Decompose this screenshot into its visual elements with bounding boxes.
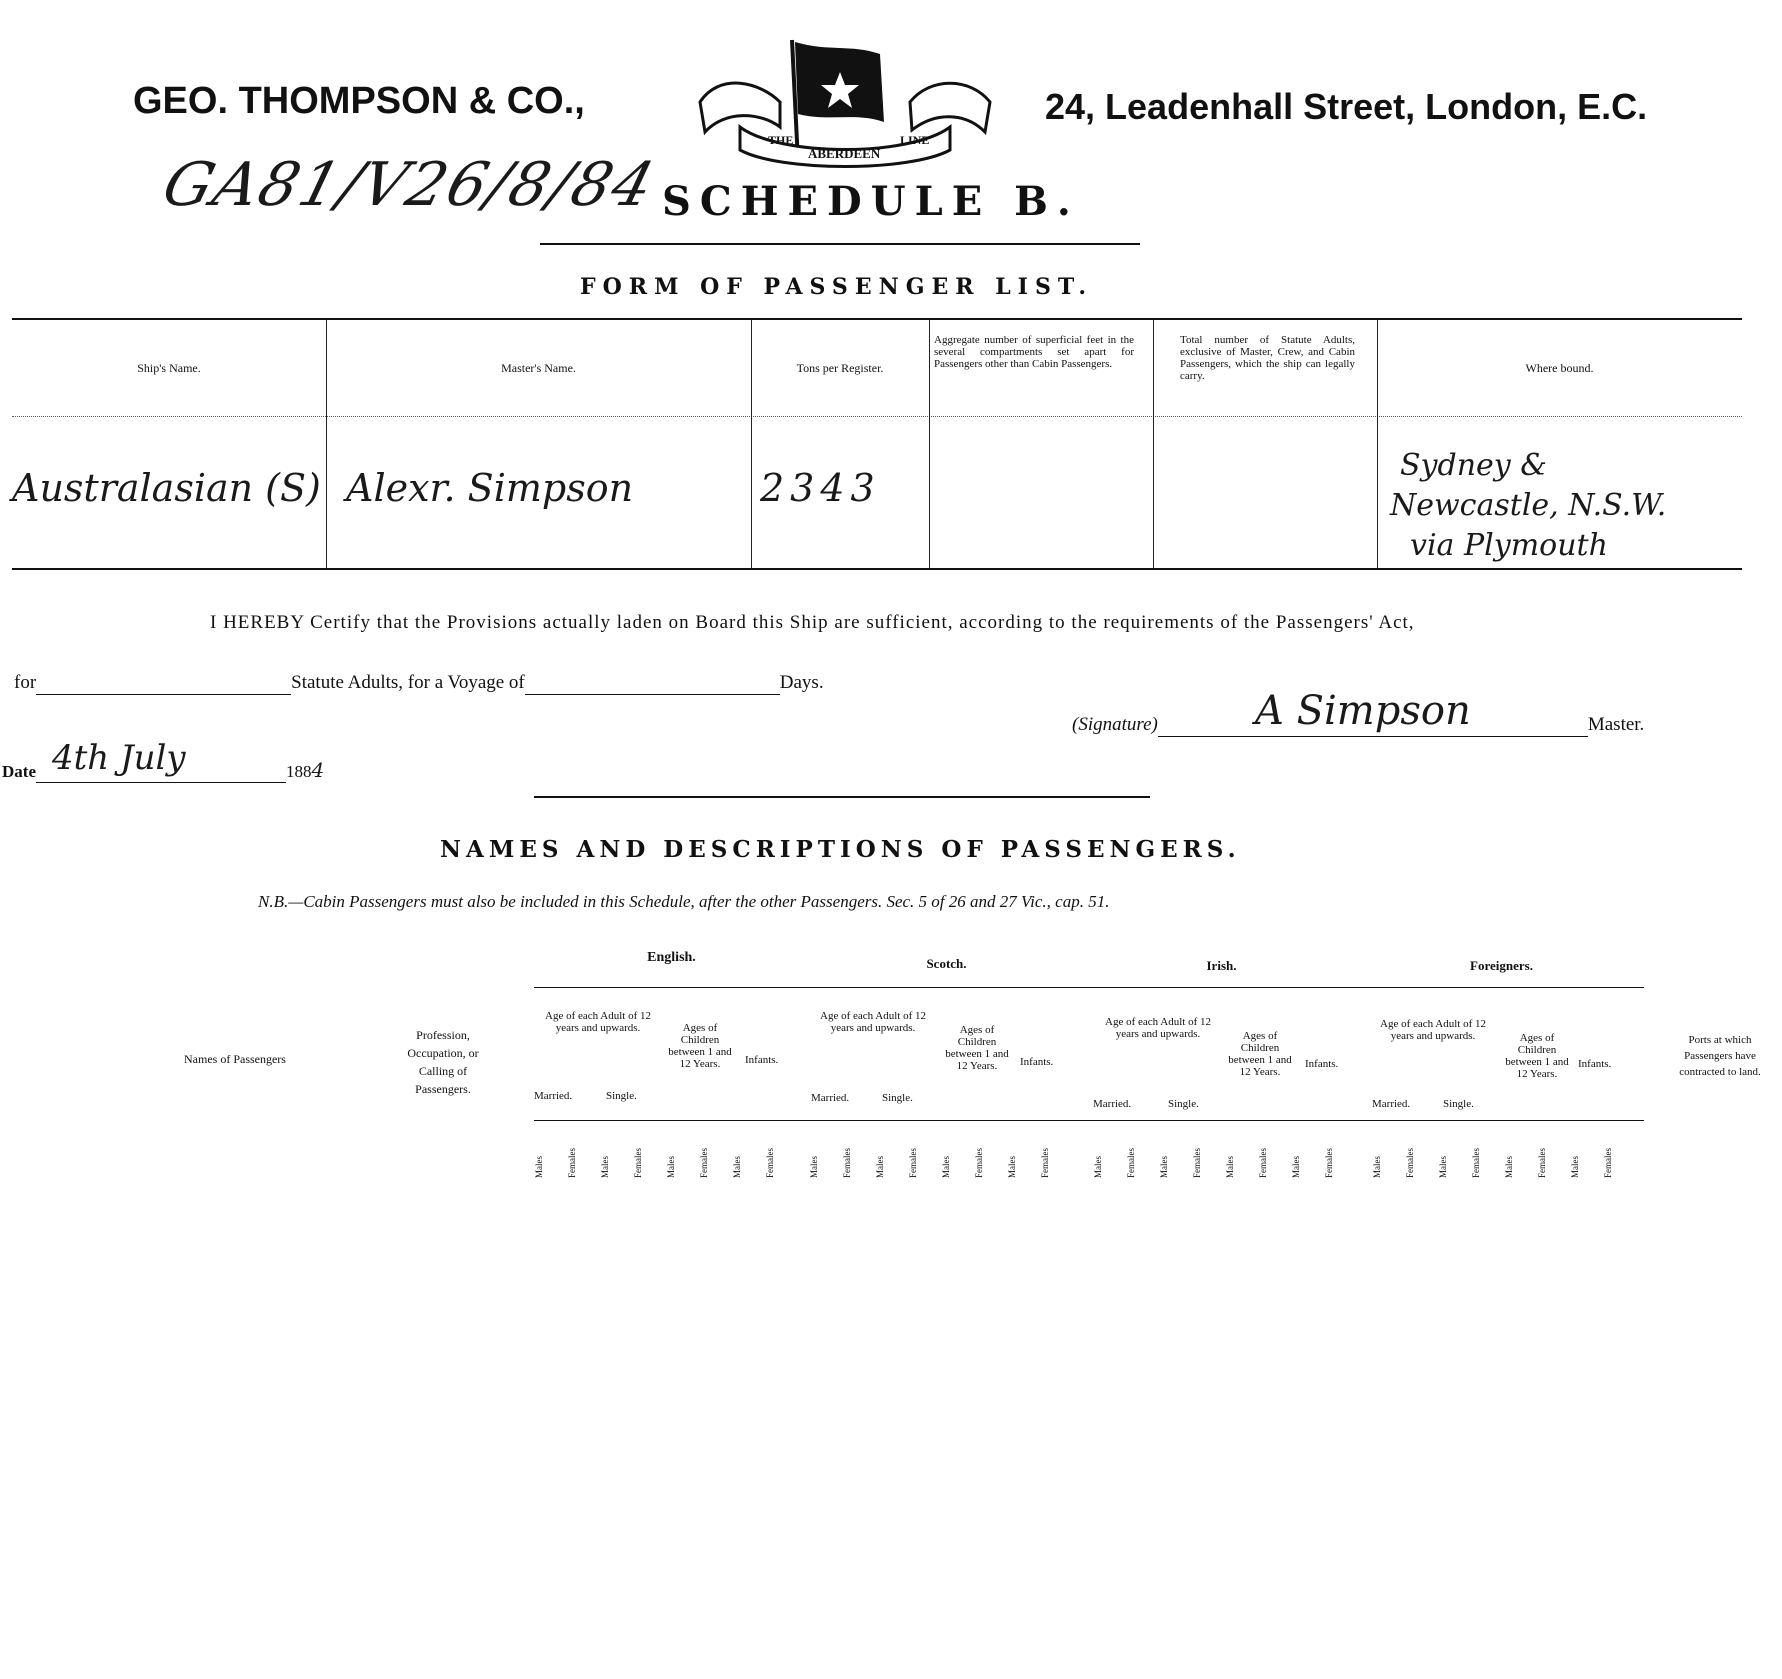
where-bound-line-1: Sydney &: [1400, 448, 1547, 483]
males-column-label: Males: [600, 1156, 610, 1178]
scotch-children-header: Ages of Children between 1 and 12 Years.: [945, 1024, 1009, 1072]
statute-label: Statute Adults, for a Voyage of: [291, 672, 525, 693]
certificate-voyage-line: [14, 672, 824, 695]
foreigners-single: Single.: [1443, 1098, 1474, 1110]
scotch-single: Single.: [882, 1092, 913, 1104]
tons-header: Tons per Register.: [796, 361, 884, 375]
where-bound-line-2: Newcastle, N.S.W.: [1390, 488, 1667, 523]
group-foreigners: Foreigners.: [1470, 958, 1533, 973]
master-label: Master.: [1587, 714, 1645, 735]
foreigners-married: Married.: [1372, 1098, 1411, 1110]
females-column-label: Females: [1324, 1148, 1334, 1178]
names-of-passengers-header: Names of Passengers: [184, 1052, 286, 1066]
males-column-label: Males: [1291, 1156, 1301, 1178]
males-column-label: Males: [1570, 1156, 1580, 1178]
females-column-label: Females: [974, 1148, 984, 1178]
females-column-label: Females: [1537, 1148, 1547, 1178]
days-label: Days.: [779, 672, 824, 693]
handwritten-reference: GA81/V26/8/84: [155, 150, 663, 220]
total-adults-header: Total number of Statute Adults, exclusive of Master, Crew, and Cabin Passengers, which the ship can legally carry.: [1180, 334, 1355, 382]
title-rule: [540, 243, 1140, 245]
ship-name-header: Ship's Name.: [137, 361, 201, 375]
where-bound-header: Where bound.: [1525, 361, 1594, 375]
ports-header: Ports at which Passengers have contracted to land.: [1679, 1034, 1761, 1078]
males-column-label: Males: [1093, 1156, 1103, 1178]
foreigners-infants: Infants.: [1578, 1058, 1612, 1070]
foreigners-children-header: Ages of Children between 1 and 12 Years.: [1505, 1032, 1569, 1080]
males-column-label: Males: [1372, 1156, 1382, 1178]
females-column-label: Females: [1405, 1148, 1415, 1178]
english-married: Married.: [534, 1090, 573, 1102]
ship-name-value: Australasian (S): [12, 466, 321, 510]
svg-text:THE: THE: [768, 133, 794, 147]
svg-text:LINE: LINE: [900, 133, 930, 147]
aberdeen-line-flag-logo: [680, 32, 1010, 172]
irish-married: Married.: [1093, 1098, 1132, 1110]
males-column-label: Males: [1438, 1156, 1448, 1178]
males-column-label: Males: [875, 1156, 885, 1178]
year-prefix: 188: [285, 762, 312, 781]
males-column-label: Males: [732, 1156, 742, 1178]
irish-single: Single.: [1168, 1098, 1199, 1110]
group-english: English.: [647, 950, 696, 965]
males-column-label: Males: [809, 1156, 819, 1178]
scotch-married: Married.: [811, 1092, 850, 1104]
date-value: 4th July: [52, 738, 186, 778]
males-column-label: Males: [1504, 1156, 1514, 1178]
males-column-label: Males: [1007, 1156, 1017, 1178]
year-suffix: 4: [311, 758, 325, 782]
english-children-header: Ages of Children between 1 and 12 Years.: [668, 1022, 732, 1070]
company-name: GEO. THOMPSON & CO.,: [133, 80, 585, 122]
females-column-label: Females: [1126, 1148, 1136, 1178]
scotch-adult-header: Age of each Adult of 12 years and upwards.: [820, 1010, 926, 1034]
table-bottom-rule: [12, 568, 1742, 570]
males-column-label: Males: [534, 1156, 544, 1178]
males-column-label: Males: [1225, 1156, 1235, 1178]
form-title: FORM OF PASSENGER LIST.: [580, 274, 1094, 300]
scotch-infants: Infants.: [1020, 1056, 1054, 1068]
females-column-label: Females: [908, 1148, 918, 1178]
master-name-value: Alexr. Simpson: [346, 466, 634, 510]
svg-text:ABERDEEN: ABERDEEN: [808, 146, 881, 161]
females-column-label: Females: [633, 1148, 643, 1178]
for-label: for: [14, 672, 37, 693]
table-top-rule: [12, 318, 1742, 320]
english-single: Single.: [606, 1090, 637, 1102]
groups-bottom-rule: [534, 1120, 1644, 1121]
irish-infants: Infants.: [1305, 1058, 1339, 1070]
passengers-note: N.B.—Cabin Passengers must also be included in this Schedule, after the other Passengers. Sec. 5 of 26 and 27 Vic., cap. 51.: [258, 892, 1110, 911]
females-column-label: Females: [699, 1148, 709, 1178]
statute-adults-blank: [36, 672, 291, 695]
group-scotch: Scotch.: [926, 956, 967, 971]
females-column-label: Females: [1258, 1148, 1268, 1178]
males-column-label: Males: [666, 1156, 676, 1178]
date-label: Date: [2, 762, 36, 781]
groups-top-rule: [534, 987, 1644, 988]
voyage-days-blank: [525, 672, 780, 695]
males-column-label: Males: [941, 1156, 951, 1178]
schedule-title: SCHEDULE B.: [662, 178, 1080, 225]
females-column-label: Females: [1192, 1148, 1202, 1178]
english-adult-header: Age of each Adult of 12 years and upwards.: [545, 1010, 651, 1034]
females-column-label: Females: [1471, 1148, 1481, 1178]
foreigners-adult-header: Age of each Adult of 12 years and upwards.: [1380, 1018, 1486, 1042]
english-infants: Infants.: [745, 1054, 779, 1066]
aggregate-header: Aggregate number of superficial feet in the several compartments set apart for Passengers other than Cabin Passengers.: [934, 334, 1134, 370]
females-column-label: Females: [1603, 1148, 1613, 1178]
where-bound-line-3: via Plymouth: [1410, 528, 1608, 563]
females-column-label: Females: [842, 1148, 852, 1178]
passengers-title: NAMES AND DESCRIPTIONS OF PASSENGERS.: [440, 836, 1241, 863]
group-irish: Irish.: [1206, 958, 1237, 973]
females-column-label: Females: [1040, 1148, 1050, 1178]
master-signature: A Simpson: [1255, 688, 1471, 734]
profession-header: Profession, Occupation, or Calling of Passengers.: [407, 1028, 479, 1096]
females-column-label: Females: [765, 1148, 775, 1178]
irish-children-header: Ages of Children between 1 and 12 Years.: [1228, 1030, 1292, 1078]
company-address: 24, Leadenhall Street, London, E.C.: [1045, 86, 1648, 127]
females-column-label: Females: [567, 1148, 577, 1178]
section-divider: [534, 796, 1150, 798]
master-name-header: Master's Name.: [501, 361, 576, 375]
tons-value: 2343: [760, 466, 881, 510]
males-column-label: Males: [1159, 1156, 1169, 1178]
table-header-divider: [12, 416, 1742, 417]
certificate-text: I HEREBY Certify that the Provisions actually laden on Board this Ship are sufficient, according to the requirements of the Passengers' Act,: [210, 612, 1415, 633]
signature-label: (Signature): [1072, 714, 1158, 735]
irish-adult-header: Age of each Adult of 12 years and upwards.: [1105, 1016, 1211, 1040]
